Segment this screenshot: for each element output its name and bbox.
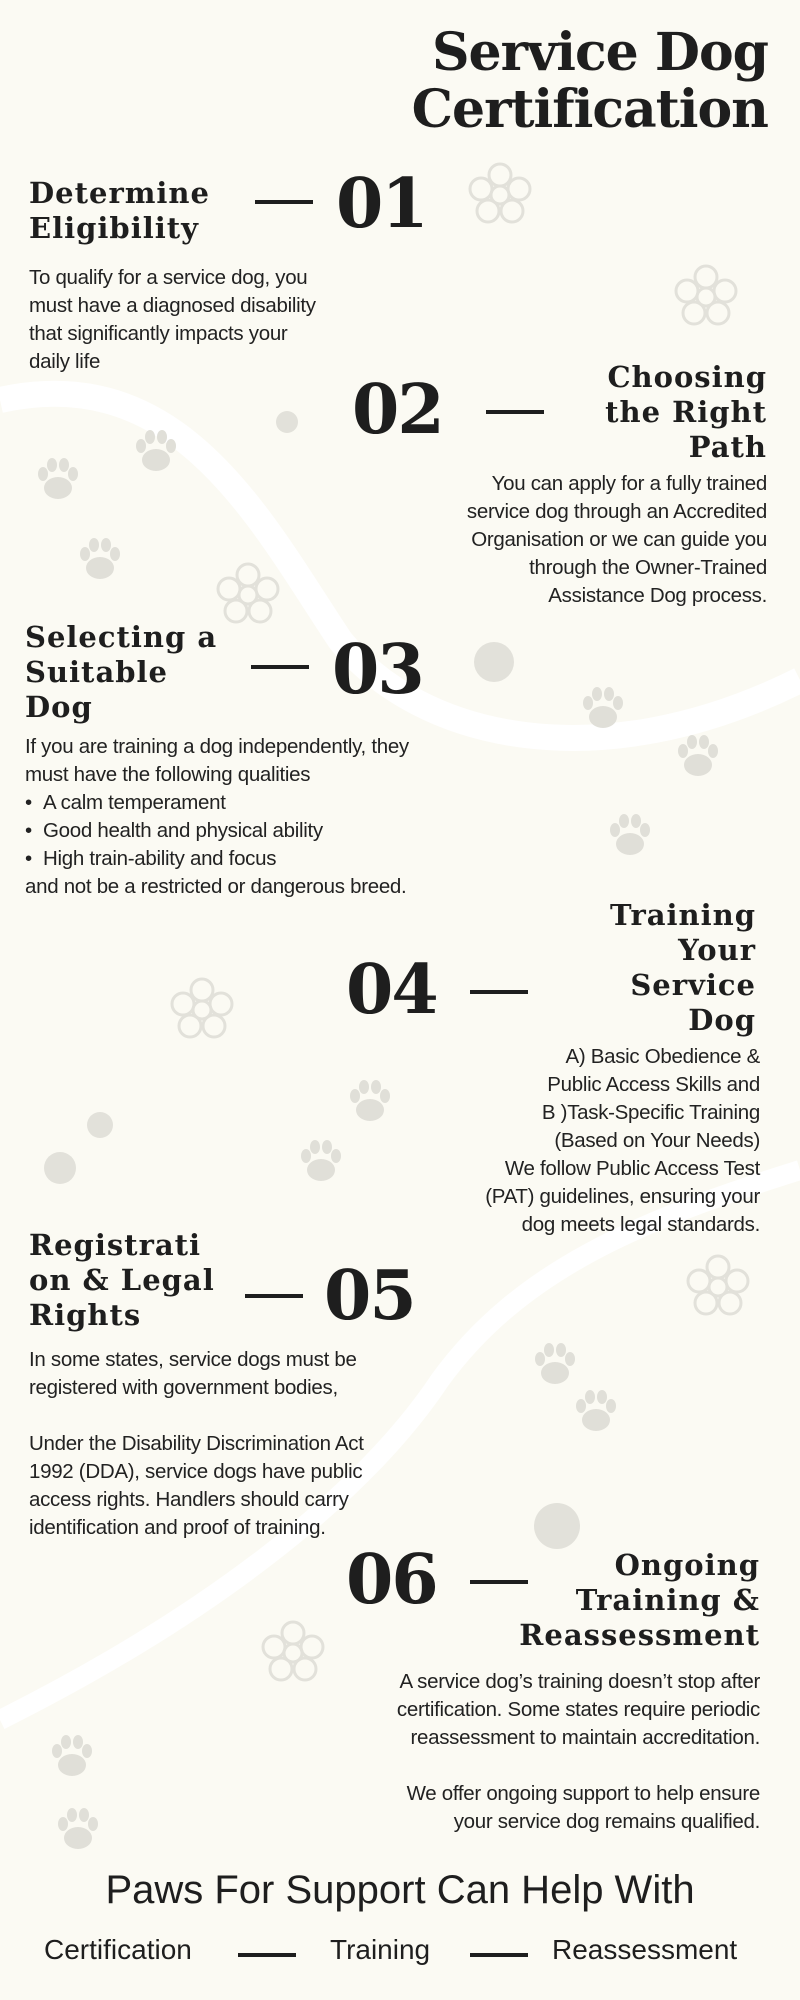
- dash-divider: [238, 1953, 296, 1957]
- body-line: A) Basic Obedience &: [565, 1045, 760, 1068]
- paw-print-icon: [38, 458, 78, 499]
- flower-icon: [688, 1256, 748, 1314]
- body-line: To qualify for a service dog, you: [29, 266, 308, 289]
- body-line: In some states, service dogs must be: [29, 1348, 357, 1371]
- body-line: We follow Public Access Test: [504, 1157, 760, 1180]
- heading-line: Path: [688, 430, 767, 464]
- heading-line: Eligibility: [29, 211, 200, 245]
- body-line: If you are training a dog independently, they: [25, 735, 409, 758]
- page-title: [348, 24, 768, 138]
- body-line: through the Owner-Trained: [529, 556, 767, 579]
- body-line: certification. Some states require periodic: [396, 1698, 760, 1721]
- footer-item-reassessment: Reassessment: [552, 1934, 738, 1965]
- flower-icon: [218, 564, 278, 622]
- dot-icon: [44, 1152, 76, 1184]
- paw-print-icon: [535, 1343, 575, 1384]
- step-body: [25, 733, 465, 901]
- heading-line: Determine: [29, 176, 210, 210]
- body-line: access rights. Handlers should carry: [29, 1488, 349, 1511]
- body-line: 1992 (DDA), service dogs have public: [29, 1460, 363, 1483]
- title-line: Certification: [411, 79, 768, 140]
- heading-line: Selecting a: [25, 620, 218, 654]
- body-line: Assistance Dog process.: [548, 584, 767, 607]
- body-line: (Based on Your Needs): [554, 1129, 760, 1152]
- step-number: 04: [346, 950, 437, 1030]
- heading-line: Rights: [29, 1298, 142, 1332]
- body-line: must have a diagnosed disability: [29, 294, 316, 317]
- heading-line: Your: [678, 933, 756, 967]
- step-heading: [556, 898, 756, 1038]
- body-line: that significantly impacts your: [29, 322, 288, 345]
- body-line: identification and proof of training.: [29, 1516, 326, 1539]
- dot-icon: [87, 1112, 113, 1138]
- step-heading: [25, 620, 265, 725]
- heading-line: Choosing: [607, 360, 767, 394]
- body-line: You can apply for a fully trained: [491, 472, 767, 495]
- dot-icon: [534, 1503, 580, 1549]
- step-heading: [527, 360, 767, 465]
- dash-divider: [251, 665, 309, 669]
- body-spacer: [29, 1402, 469, 1430]
- flower-icon: [470, 164, 530, 222]
- body-line: dog meets legal standards.: [521, 1213, 760, 1236]
- body-line: your service dog remains qualified.: [453, 1810, 760, 1833]
- body-line: B )Task-Specific Training: [541, 1101, 760, 1124]
- body-line: Organisation or we can guide you: [471, 528, 767, 551]
- step-number: 06: [346, 1540, 437, 1620]
- flower-icon: [676, 266, 736, 324]
- step-heading: [29, 1228, 269, 1333]
- paw-print-icon: [583, 687, 623, 728]
- step-body: [400, 1043, 760, 1239]
- step-number: 02: [352, 370, 443, 450]
- paw-print-icon: [52, 1735, 92, 1776]
- step-body: [29, 264, 369, 376]
- paw-print-icon: [610, 814, 650, 855]
- paw-print-icon: [678, 735, 718, 776]
- paw-print-icon: [80, 538, 120, 579]
- paw-print-icon: [58, 1808, 98, 1849]
- title-line: Service Dog: [432, 22, 768, 83]
- flower-icon: [172, 979, 232, 1037]
- body-line: We offer ongoing support to help ensure: [406, 1782, 760, 1805]
- list-item: • High train-ability and focus: [43, 845, 465, 873]
- step-number: 03: [332, 630, 423, 710]
- footer-item-training: Training: [330, 1934, 431, 1965]
- paw-print-icon: [350, 1080, 390, 1121]
- body-line: Under the Disability Discrimination Act: [29, 1432, 364, 1455]
- paw-print-icon: [301, 1140, 341, 1181]
- qualities-list: [25, 789, 465, 873]
- dash-divider: [245, 1294, 303, 1298]
- footer-item-certification: Certification: [44, 1934, 192, 1965]
- step-body: [347, 470, 767, 610]
- step-heading: [29, 176, 269, 246]
- step-number: 01: [336, 164, 427, 244]
- body-line: must have the following qualities: [25, 763, 311, 786]
- heading-line: Suitable: [25, 655, 168, 689]
- heading-line: Dog: [25, 690, 93, 724]
- body-line: registered with government bodies,: [29, 1376, 338, 1399]
- heading-line: the Right: [605, 395, 767, 429]
- step-body: [300, 1668, 760, 1836]
- step-number: 05: [324, 1256, 415, 1336]
- body-line: daily life: [29, 350, 101, 373]
- heading-line: Training: [609, 898, 756, 932]
- step-heading: [440, 1548, 760, 1653]
- body-spacer: [300, 1752, 760, 1780]
- step-body: [29, 1346, 469, 1542]
- heading-line: Registrati: [29, 1228, 202, 1262]
- heading-line: Service: [630, 968, 756, 1002]
- body-line: service dog through an Accredited: [466, 500, 767, 523]
- heading-line: on & Legal: [29, 1263, 215, 1297]
- paw-print-icon: [576, 1390, 616, 1431]
- dot-icon: [276, 411, 298, 433]
- body-line: reassessment to maintain accreditation.: [410, 1726, 760, 1749]
- list-item: • Good health and physical ability: [43, 817, 465, 845]
- heading-line: Training &: [575, 1583, 760, 1617]
- dash-divider: [470, 1953, 528, 1957]
- body-line: Public Access Skills and: [547, 1073, 760, 1096]
- dot-icon: [474, 642, 514, 682]
- heading-line: Dog: [688, 1003, 756, 1037]
- heading-line: Reassessment: [519, 1618, 760, 1652]
- body-line: A service dog’s training doesn’t stop after: [399, 1670, 760, 1693]
- body-line: (PAT) guidelines, ensuring your: [485, 1185, 760, 1208]
- list-item: • A calm temperament: [43, 789, 465, 817]
- heading-line: Ongoing: [614, 1548, 760, 1582]
- body-line: and not be a restricted or dangerous breed.: [25, 875, 407, 898]
- dash-divider: [255, 200, 313, 204]
- dash-divider: [470, 990, 528, 994]
- footer-title: Paws For Support Can Help With: [105, 1868, 695, 1912]
